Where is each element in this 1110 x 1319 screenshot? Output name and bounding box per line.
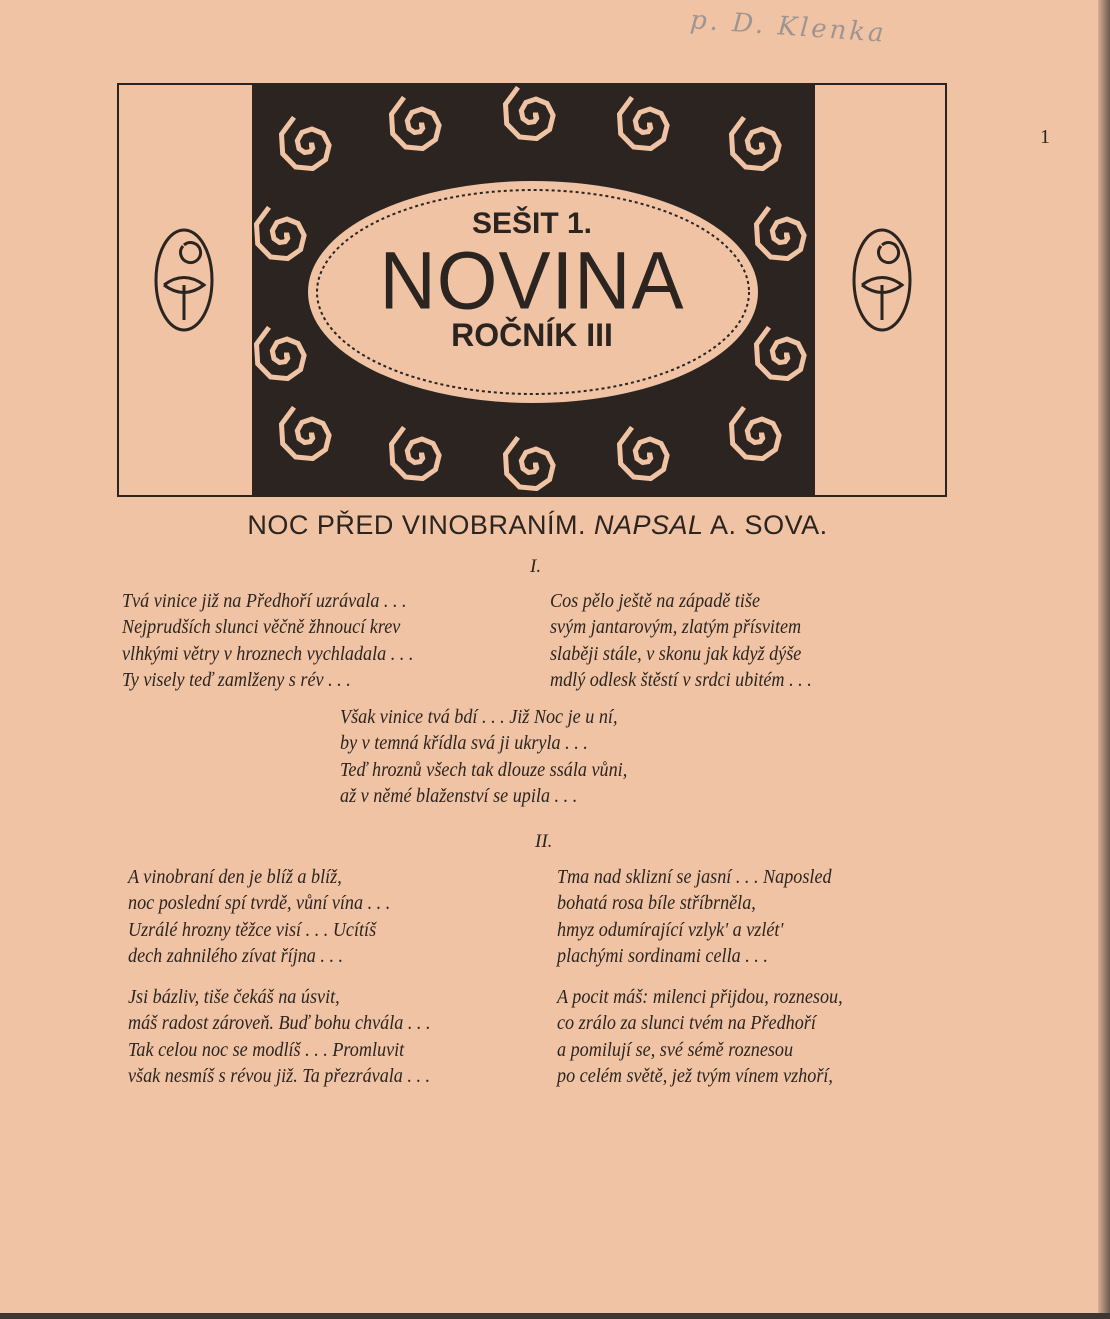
page-bottom-edge xyxy=(0,1313,1110,1319)
verse-line: a pomilují se, své sémě roznesou xyxy=(557,1039,794,1061)
spiral-ornament xyxy=(392,427,440,478)
verse-line: však nesmíš s révou již. Ta přezrávala . . . xyxy=(128,1065,431,1087)
verse-line: A vinobraní den je blíž a blíž, xyxy=(128,867,342,888)
title-main: NOC PŘED VINOBRANÍM. xyxy=(247,510,586,540)
verse-line: Ty visely teď zamlženy s rév . . . xyxy=(122,669,351,691)
verse-line: Nejprudších slunci věčně žhnoucí krev xyxy=(122,617,401,639)
verse-line: Teď hroznů všech tak dlouze ssála vůni, xyxy=(340,759,628,781)
verse-line: Tvá vinice již na Předhoří uzrávala . . . xyxy=(122,591,407,612)
verse-line: plachými sordinami cella . . . xyxy=(557,945,768,967)
verse-line: Však vinice tvá bdí . . . Již Noc je u ní, xyxy=(340,707,618,728)
stanza xyxy=(550,589,812,694)
spiral-ornament xyxy=(392,97,440,148)
spiral-ornament xyxy=(732,407,780,458)
verse-line: Uzrálé hrozny těžce visí . . . Ucítíš xyxy=(128,919,377,941)
verse-line: Jsi bázliv, tiše čekáš na úsvit, xyxy=(128,987,340,1008)
stanza xyxy=(340,705,627,810)
stanza xyxy=(122,589,413,694)
stanza xyxy=(128,985,431,1090)
section-numeral: II. xyxy=(535,831,553,852)
stanza xyxy=(128,865,390,970)
spiral-ornament xyxy=(506,437,554,488)
poem-title xyxy=(0,510,1075,541)
spiral-ornament xyxy=(620,427,668,478)
verse-line: hmyz odumírající vzlyk' a vzlét' xyxy=(557,919,784,941)
magazine-name: NOVINA xyxy=(379,233,685,327)
issue-label: SEŠIT 1. xyxy=(471,207,593,240)
verse-line: vlhkými větry v hroznech vychladala . . . xyxy=(122,643,414,665)
verse-line: mdlý odlesk štěstí v srdci ubitém . . . xyxy=(550,669,812,691)
section-numeral: I. xyxy=(530,556,542,577)
verse-line: dech zahnilého zívat října . . . xyxy=(128,945,344,967)
spiral-ornament xyxy=(282,407,330,458)
verse-line: Tma nad sklizní se jasní . . . Naposled xyxy=(557,867,832,888)
handwritten-note: p. D. Klenka xyxy=(689,5,888,49)
verse-line: slaběji stále, v skonu jak když dýše xyxy=(550,643,802,665)
verse-line: máš radost zároveň. Buď bohu chvála . . . xyxy=(128,1013,431,1035)
page-number: 1 xyxy=(1040,126,1050,148)
volume-label: ROČNÍK III xyxy=(451,317,613,353)
spiral-ornament xyxy=(620,97,668,148)
spiral-ornament xyxy=(282,117,330,168)
verse-line: A pocit máš: milenci přijdou, roznesou, xyxy=(557,987,843,1008)
stanza xyxy=(557,985,843,1090)
verse-line: Cos pělo ještě na západě tiše xyxy=(550,591,761,612)
verse-line: bohatá rosa bíle stříbrněla, xyxy=(557,893,756,915)
spiral-ornament xyxy=(732,117,780,168)
verse-line: Tak celou noc se modlíš . . . Promluvit xyxy=(128,1039,405,1061)
verse-line: svým jantarovým, zlatým přísvitem xyxy=(550,617,802,639)
masthead xyxy=(117,83,947,497)
page-edge-shadow xyxy=(1098,0,1110,1319)
verse-line: noc poslední spí tvrdě, vůní vína . . . xyxy=(128,893,391,915)
verse-line: až v němé blaženství se upila . . . xyxy=(340,785,578,807)
verse-line: po celém světě, jež tvým vínem vzhoří, xyxy=(557,1065,833,1087)
title-by: NAPSAL xyxy=(593,510,704,540)
stanza xyxy=(557,865,832,970)
spiral-ornament xyxy=(506,87,554,138)
verse-line: co zrálo za slunci tvém na Předhoří xyxy=(557,1013,816,1035)
title-author: A. SOVA. xyxy=(710,510,828,540)
verse-line: by v temná křídla svá ji ukryla . . . xyxy=(340,733,588,755)
